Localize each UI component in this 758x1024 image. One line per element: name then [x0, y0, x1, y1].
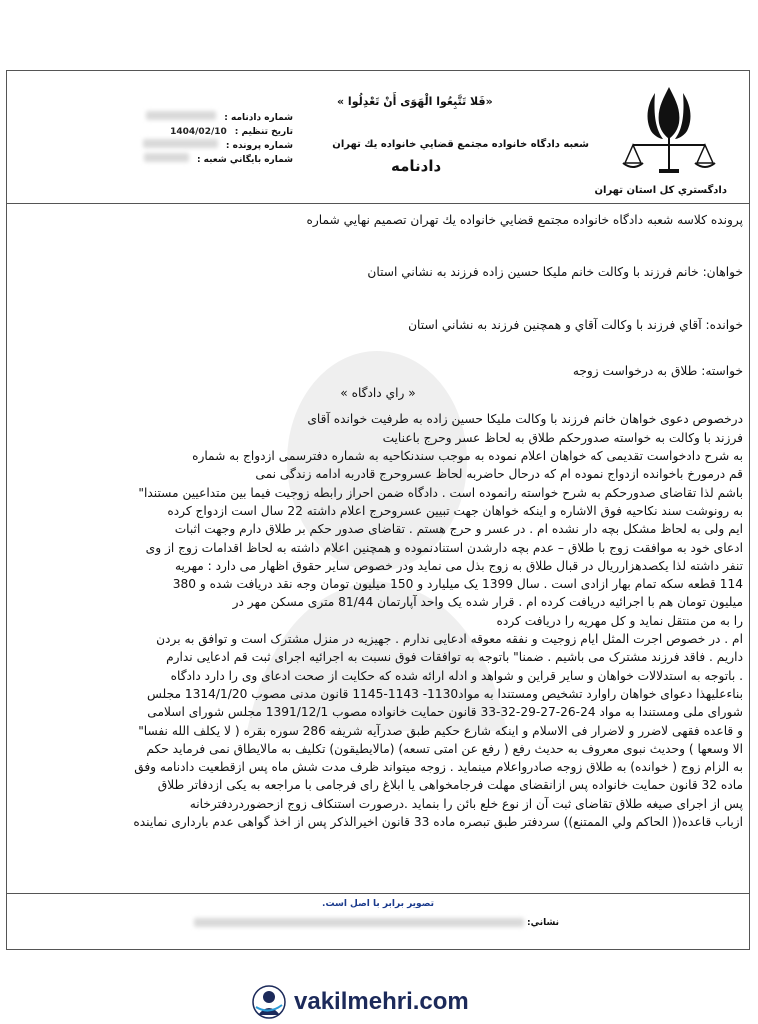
- redacted-address: [194, 918, 524, 927]
- address-row: [194, 918, 559, 928]
- body-line: ازباب قاعده(( الحاكم ولي الممتنع)) سردفتر طبق تبصره ماده 33 قانون اخيرالذكر پس از اخذ گواهی عدم بارداری نماينده: [133, 815, 743, 830]
- defendant-line: خوانده: آقاي فرزند با وكالت آقاي و همچنين فرزند به نشاني استان: [408, 317, 743, 332]
- conformity-note: تصوير برابر با اصل است.: [322, 899, 434, 909]
- body-line: شورای ملی ومستندا به مواد 24-26-27-29-32-33 قانون حمایت خانواده مصوب 1391/12/1 مجلس شورای اسلامی: [147, 705, 743, 720]
- brand-name[interactable]: vakilmehri.com: [294, 988, 469, 1015]
- meta-row: [93, 111, 293, 125]
- body-line: داریم . فاقد فرزند مشترک می باشیم . ضمنا" باتوجه به توافقات فوق نسبت به اجرائیه اجرای ثبت قم ادعایی ندارم: [166, 650, 743, 665]
- body-line: ادعای خود به موافقت زوج با طلاق – عدم بچه دارشدن استنادنموده و همچنین اعلام داشته به لحاظ اقدامات زوج از وی: [145, 540, 743, 555]
- body-line: ام . در خصوص اجرت المثل ایام زوجیت و نفقه معوقه ادعایی ندارم . جهیزیه در منزل مشترک است و توافق به بردن: [156, 632, 743, 647]
- body-line: پس از اجرای صیغه طلاق تقاضای ثبت آن از نوع خلع بائن را بنماید .درصورت استنکاف زوج ازحضوردردفترخانه: [189, 796, 743, 811]
- body-line: به الزام زوج ( خوانده) به طلاق زوجه صادرواعلام مینماید . زوجه میتواند ظرف مدت شش ماه پس ازقطعيت دادنامه وفق: [134, 760, 743, 775]
- doc-title: دادنامه: [391, 157, 442, 175]
- redacted-value: [146, 111, 216, 120]
- document-header: [7, 71, 749, 204]
- court-name: دادگستري كل استان تهران: [594, 185, 727, 196]
- body-line: 114 قطعه سکه تمام بهار ازادی است . سال 1399 یک میلیارد و 150 میلیون تومان وجه نقد دریافت شده و 380: [172, 577, 743, 592]
- case-number-line: پرونده كلاسه شعبه دادگاه خانواده مجتمع قضايي خانواده يك تهران تصميم نهايي شماره: [306, 213, 743, 227]
- body-line: و قاعده فقهی لاضرر و لاضرار فی الاسلام و اینکه شارع حکیم طبق صدرآیه شریفه 286 سوره بقره ( لا یکلف الله نفسا": [138, 723, 743, 738]
- meta-label: شماره دادنامه :: [224, 113, 293, 123]
- verdict-document: [6, 70, 750, 950]
- body-line: را به من منتقل نماید و کل مهریه را دریافت کرده: [496, 613, 743, 628]
- body-line: به شرح دادخواست تقدیمی که خواهان اعلام نموده به موجب سندنکاحیه به شماره دفترسمی ازدواج به شماره: [192, 449, 743, 464]
- meta-label: شماره پرونده :: [225, 141, 293, 151]
- iran-emblem-icon: [619, 79, 719, 179]
- quran-verse: «فَلا تَتَّبِعُوا الْهَوَى أَنْ تَعْدِلُوا »: [337, 95, 493, 108]
- body-line: فرزند با وكالت به خواسته صدورحکم طلاق به لحاظ عسر وحرج باعنايت: [382, 430, 743, 445]
- body-line: درخصوص دعوی خواهان خانم فرزند با وکالت ملیکا حسین زاده به طرفیت خوانده آقای: [307, 412, 743, 427]
- body-line: . باتوجه به استدلالات خواهان و سایر قراین و شواهد و ادله ارائه شده كه حكايت از صحت ادعای وی را دارد دادگاه: [170, 668, 743, 683]
- redacted-value: [144, 153, 189, 162]
- body-line: به رونوشت سند نكاحيه فوق الاشاره و اینکه خواهان جهت تبیین عسروحرج اعلام داشته 22 سال است ازدواج کرده: [167, 503, 743, 518]
- meta-row: [93, 153, 293, 167]
- body-line: باشم لذا تقاضای صدورحکم به شرح خواسته رانموده است . دادگاه ضمن احراز رابطه زوجیت فیما بین متداعیین مستندا": [138, 485, 743, 500]
- request-line: خواسته: طلاق به درخواست زوجه: [572, 363, 743, 378]
- verdict-heading: « راي دادگاه »: [340, 386, 416, 401]
- court-branch-line: شعبه دادگاه خانواده مجتمع قضايي خانواده يك تهران: [332, 139, 589, 150]
- body-line: تنفر داشته لذا یکصدهزارریال در قبال طلاق به زوج بذل می نماید ودر خصوص سایر حقوق اظهار می دارد : مهریه: [174, 558, 743, 573]
- body-line: قم درمورخ باخوانده ازدواج نموده ام كه درحال حاضربه لحاظ عسروحرج قادربه ادامه زندگی نمی: [255, 467, 743, 482]
- address-label: نشاني:: [526, 918, 559, 928]
- meta-row: [93, 125, 293, 139]
- body-line: بناءعلیهذا دعوای خواهان راوارد تشخیص ومستندا به مواد1130- 1143-1145 قانون مدنی مصوب 1314/1/20 مجلس: [147, 686, 743, 701]
- doc-meta: [93, 111, 293, 167]
- body-line: ماده 32 قانون حمایت خانواده پس ازانقضای مهلت فرجامخواهی یا ابلاغ رای فرجامی با مراجعه به یکی ازدفاتر طلاق: [157, 778, 743, 793]
- body-line: ایم ولی به لحاظ مشکل بچه دار نشده ام . در عسر و حرج هستم . تقاضای صدور حکم بر طلاق دارم وجهت اثبات: [174, 522, 743, 537]
- body-line: الا وسعها ) وحدیث نبوی معروف به حدیث رفع ( رفع عن امتی تسعه) (مالایطیقون) تکلیف به مالایطاق نمی فرماید حکم: [146, 741, 743, 756]
- meta-label: شماره بايگاني شعبه :: [196, 155, 293, 165]
- meta-label: تاريخ تنظيم :: [234, 127, 293, 137]
- meta-row: [93, 139, 293, 153]
- plaintiff-line: خواهان: خانم فرزند با وكالت خانم ملیکا حسین زاده فرزند به نشاني استان: [367, 265, 743, 280]
- brand-footer[interactable]: [252, 985, 469, 1019]
- redacted-value: [143, 139, 218, 148]
- document-footer: [7, 893, 749, 950]
- meta-value: 1404/02/10: [170, 127, 227, 137]
- verdict-body: [13, 211, 743, 831]
- body-line: میلیون تومان هم با اجرائیه دریافت کرده ام . قرار شده یک واحد آپارتمان 81/44 متری مسکن مهر در: [232, 595, 743, 610]
- lawyer-avatar-icon: [252, 985, 286, 1019]
